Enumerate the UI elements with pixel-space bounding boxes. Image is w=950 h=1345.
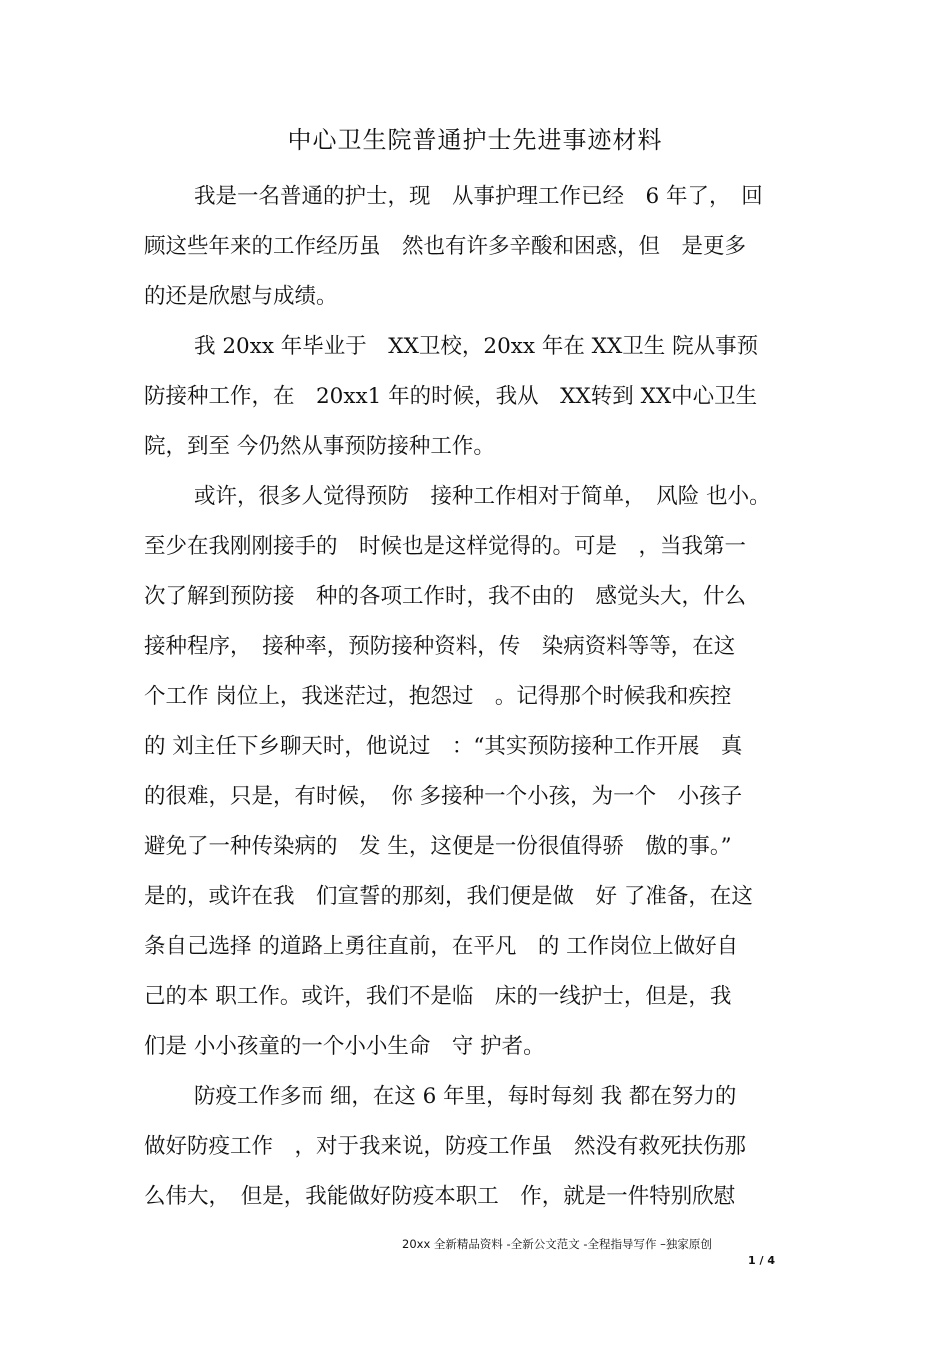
text-line: 的还是欣慰与成绩。 bbox=[144, 284, 338, 309]
document-title: 中心卫生院普通护士先进事迹材料 bbox=[287, 126, 663, 154]
text-line: 是的，或许在我 们宣誓的那刻，我们便是做 好 了准备，在这 bbox=[144, 884, 753, 909]
document-body bbox=[144, 172, 809, 1222]
page-number: 1 / 4 bbox=[748, 1254, 775, 1267]
text-line: 的很难，只是，有时候， 你 多接种一个小孩，为一个 小孩子 bbox=[144, 784, 743, 809]
text-line: 己的本 职工作。或许，我们不是临 床的一线护士，但是，我 bbox=[144, 984, 732, 1009]
text-line: 或许，很多人觉得预防 接种工作相对于简单， 风险 也小。 bbox=[194, 484, 771, 509]
text-line: 顾这些年来的工作经历虽 然也有许多辛酸和困惑，但 是更多 bbox=[144, 234, 747, 259]
text-line: 避免了一种传染病的 发 生，这便是一份很值得骄 傲的事。” bbox=[144, 834, 732, 859]
text-line: 个工作 岗位上，我迷茫过，抱怨过 。记得那个时候我和疾控 bbox=[144, 684, 732, 709]
text-line: 们是 小小孩童的一个小小生命 守 护者。 bbox=[144, 1034, 545, 1059]
text-line: 次了解到预防接 种的各项工作时，我不由的 感觉头大，什么 bbox=[144, 584, 747, 609]
text-line: 院，到至 今仍然从事预防接种工作。 bbox=[144, 434, 495, 459]
text-line: 防疫工作多而 细，在这 6 年里，每时每刻 我 都在努力的 bbox=[194, 1084, 737, 1109]
footer-text: 20xx 全新精品资料 -全新公文范文 -全程指导写作 –独家原创 bbox=[402, 1237, 712, 1251]
text-line: 做好防疫工作 ，对于我来说，防疫工作虽 然没有救死扶伤那 bbox=[144, 1134, 747, 1159]
text-line: 的 刘主任下乡聊天时，他说过 ：“其实预防接种工作开展 真 bbox=[144, 734, 743, 759]
text-line: 接种程序， 接种率，预防接种资料，传 染病资料等等，在这 bbox=[144, 634, 736, 659]
text-line: 我 20xx 年毕业于 XX卫校，20xx 年在 XX卫生 院从事预 bbox=[194, 334, 759, 359]
text-line: 条自己选择 的道路上勇往直前，在平凡 的 工作岗位上做好自 bbox=[144, 934, 739, 959]
text-line: 我是一名普通的护士，现 从事护理工作已经 6 年了， 回 bbox=[194, 184, 763, 209]
text-line: 么伟大， 但是，我能做好防疫本职工 作，就是一件特别欣慰 bbox=[144, 1184, 736, 1209]
text-line: 至少在我刚刚接手的 时候也是这样觉得的。可是 ，当我第一 bbox=[144, 534, 747, 559]
text-line: 防接种工作，在 20xx1 年的时候，我从 XX转到 XX中心卫生 bbox=[144, 384, 758, 409]
